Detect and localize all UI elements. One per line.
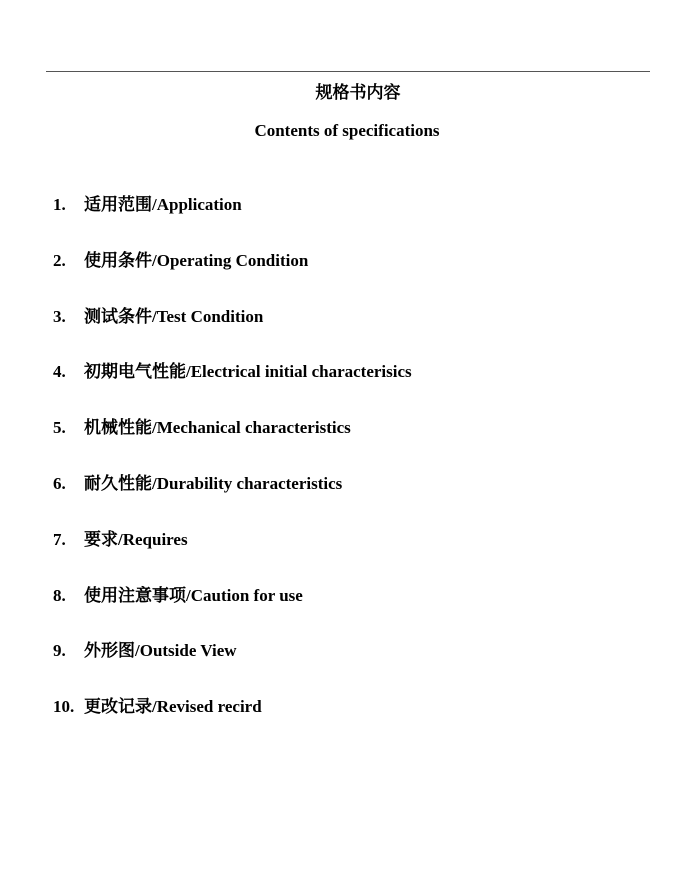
toc-item-label: 测试条件/Test Condition	[84, 306, 264, 326]
toc-item-revised-record	[53, 695, 412, 751]
table-of-contents	[53, 193, 412, 751]
toc-item-requires	[53, 528, 412, 584]
toc-item-outside-view	[53, 639, 412, 695]
toc-item-mechanical	[53, 416, 412, 472]
toc-item-label: 外形图/Outside View	[84, 641, 237, 661]
toc-item-label: 机械性能/Mechanical characteristics	[84, 418, 351, 438]
toc-item-test-condition	[53, 305, 412, 361]
toc-item-number: 1.	[53, 195, 66, 214]
toc-item-caution	[53, 584, 412, 640]
toc-item-operating-condition	[53, 249, 412, 305]
title-english-text: Contents of specifications	[254, 121, 440, 140]
toc-item-number: 3.	[53, 306, 66, 326]
toc-item-label: 初期电气性能/Electrical initial characterisics	[84, 362, 412, 382]
header-divider	[46, 71, 650, 72]
toc-item-number: 10.	[53, 697, 75, 717]
toc-item-number: 6.	[53, 473, 66, 493]
title-chinese	[0, 81, 692, 105]
toc-item-application	[53, 193, 412, 249]
toc-item-number: 8.	[53, 585, 66, 605]
toc-item-durability	[53, 472, 412, 528]
toc-item-label: 要求/Requires	[84, 529, 188, 549]
toc-item-label: 更改记录/Revised recird	[84, 697, 262, 717]
toc-item-number: 5.	[53, 418, 66, 438]
toc-item-number: 9.	[53, 641, 66, 661]
title-chinese-text: 规格书内容	[315, 83, 401, 102]
toc-item-number: 7.	[53, 529, 66, 549]
title-english	[0, 119, 692, 143]
toc-item-number: 2.	[53, 250, 66, 270]
toc-item-electrical-initial	[53, 360, 412, 416]
toc-item-label: 使用注意事项/Caution for use	[84, 585, 303, 605]
toc-item-label: 适用范围/Application	[84, 195, 242, 214]
toc-item-label: 耐久性能/Durability characteristics	[84, 473, 343, 493]
toc-item-label: 使用条件/Operating Condition	[84, 250, 309, 270]
toc-item-number: 4.	[53, 362, 66, 382]
